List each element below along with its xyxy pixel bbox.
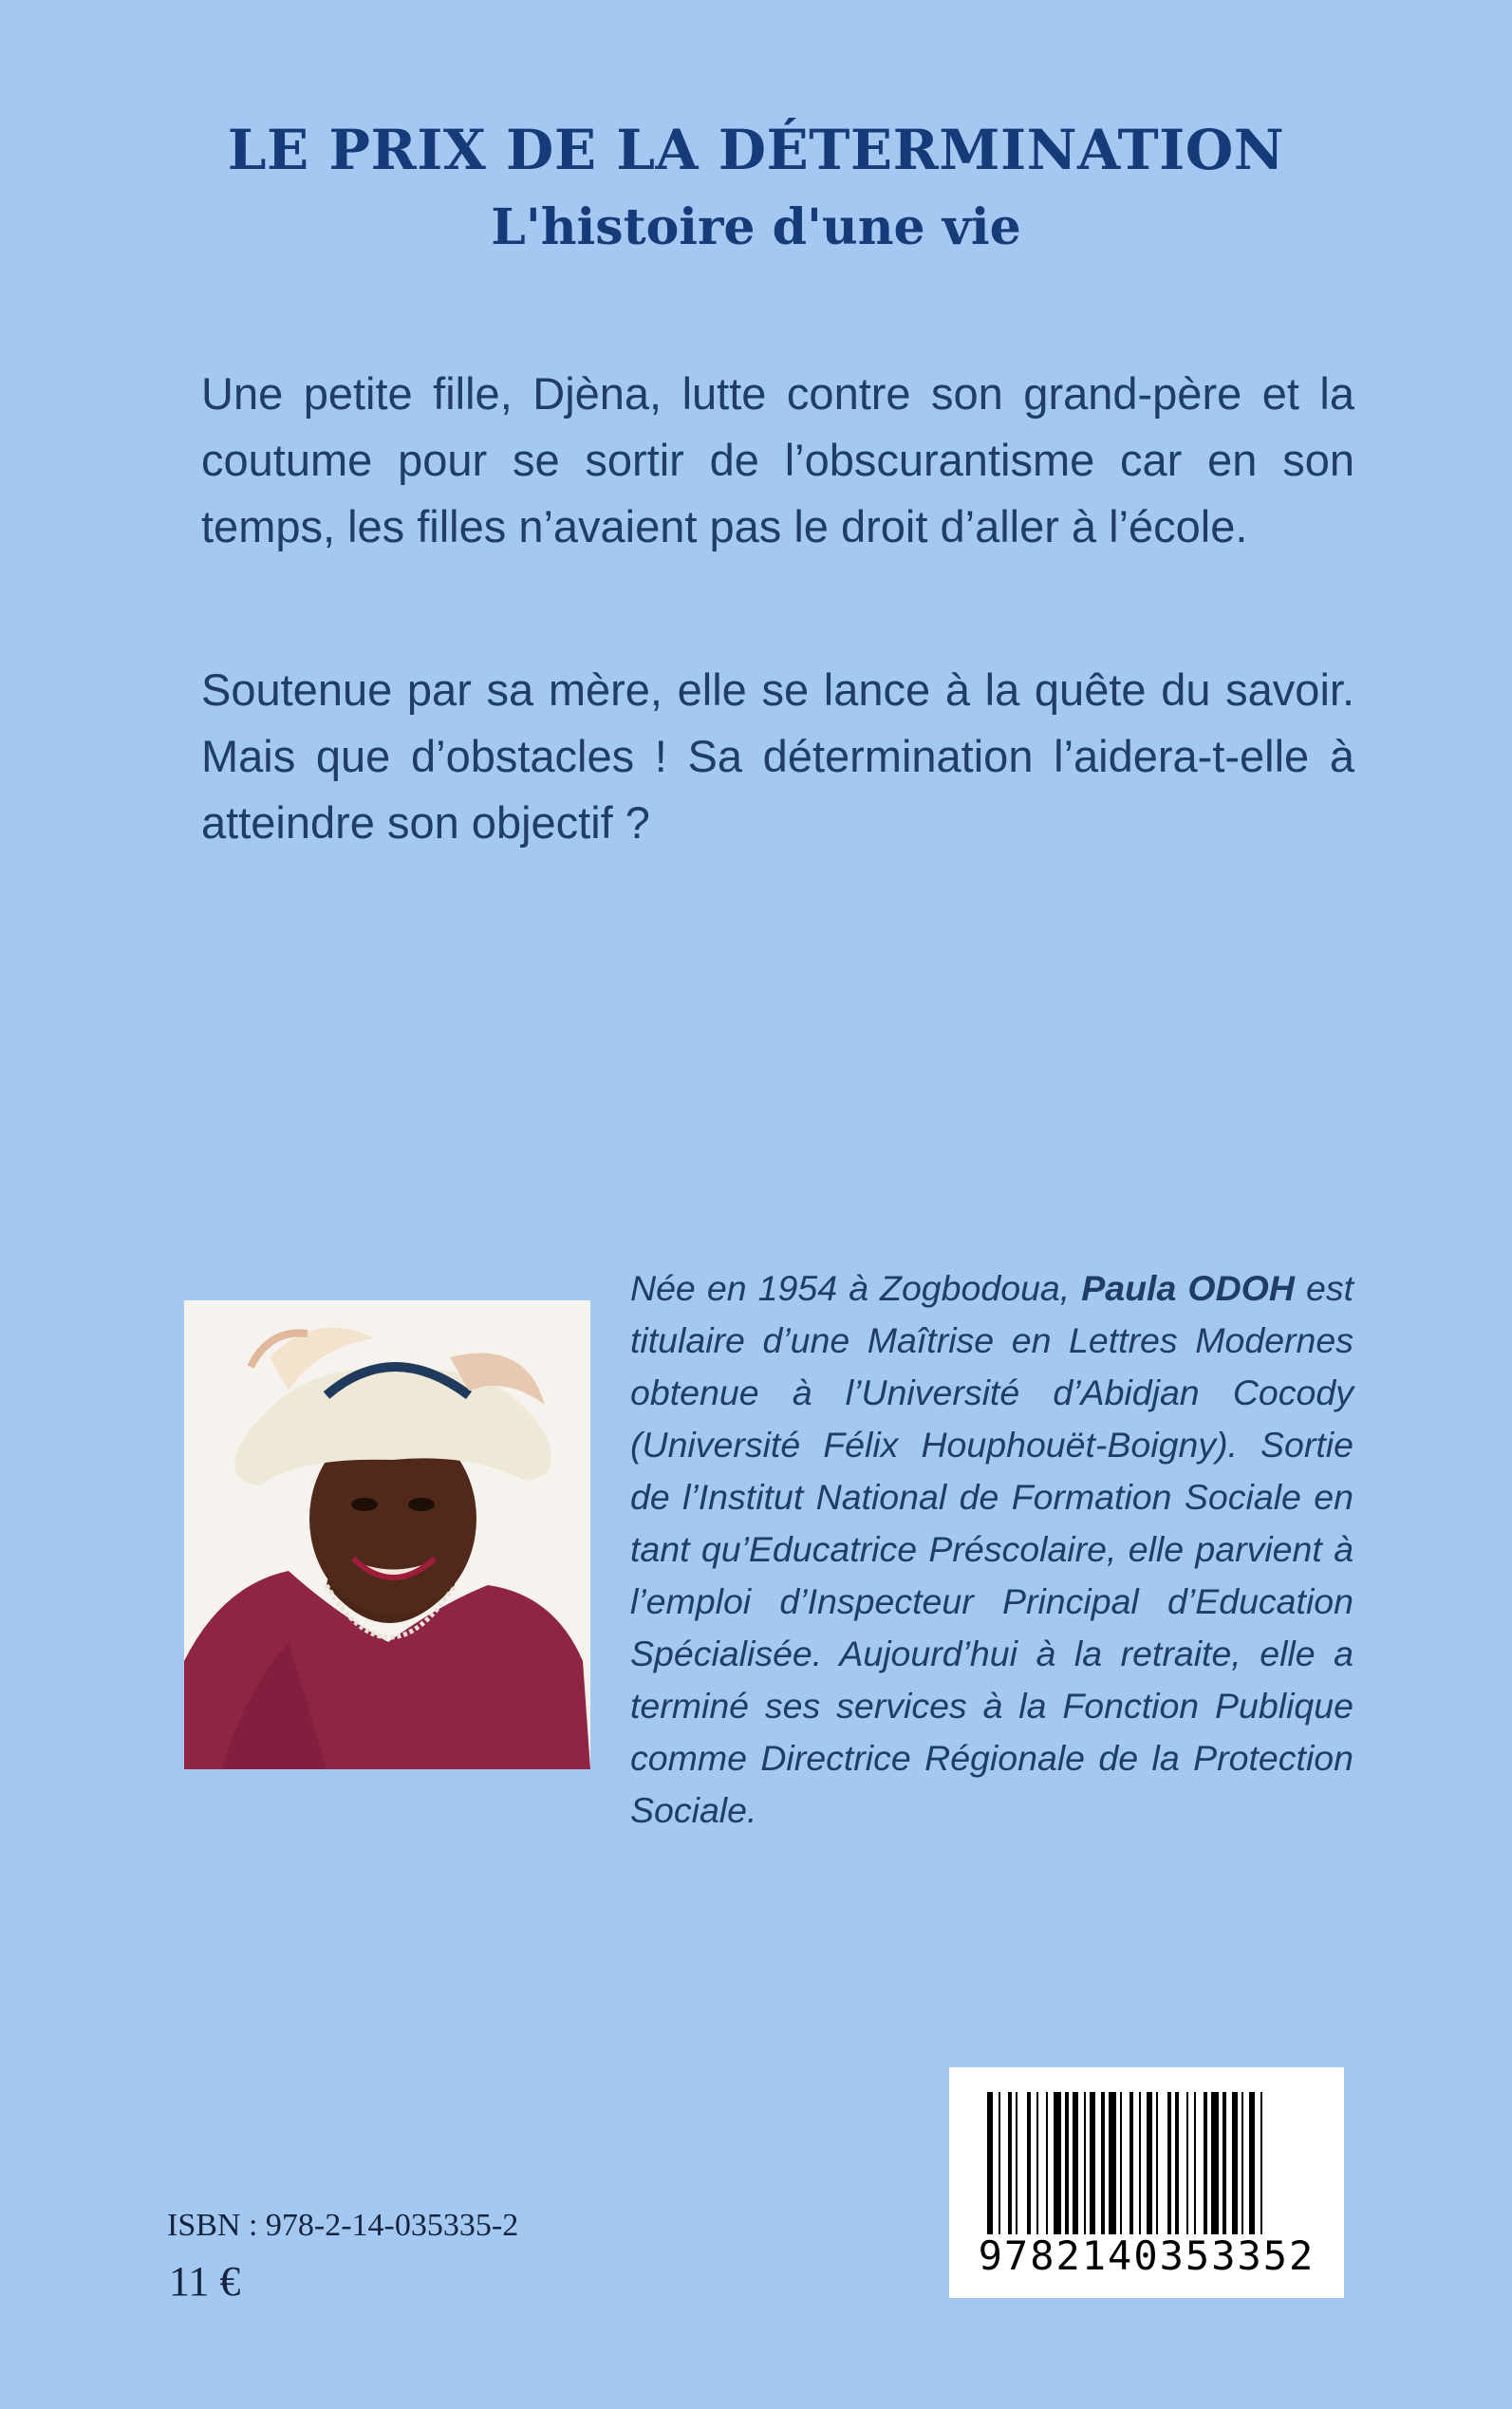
barcode-bar <box>1084 2092 1086 2234</box>
barcode-bar <box>1232 2092 1238 2234</box>
blurb-paragraph-1: Une petite fille, Djèna, lutte contre son grand-père et la coutume pour se sortir de l’obscurantisme car en son temps, les filles n’avaient pas le droit d’aller à l’école. <box>201 368 1354 551</box>
barcode-bar <box>999 2092 1000 2234</box>
barcode-bar <box>1223 2092 1226 2234</box>
author-name: Paula ODOH <box>1081 1268 1295 1308</box>
barcode-bar <box>1139 2092 1141 2234</box>
barcode-bar <box>1027 2092 1031 2234</box>
barcode-bar <box>1156 2092 1158 2234</box>
barcode-bar <box>1186 2092 1188 2234</box>
barcode-bar <box>1036 2092 1038 2234</box>
author-portrait-icon <box>184 1300 590 1769</box>
barcode-number: 9782140353352 <box>978 2232 1316 2279</box>
barcode-bar <box>1120 2092 1122 2234</box>
barcode-bar <box>1204 2092 1207 2234</box>
barcode-bar <box>1101 2092 1105 2234</box>
barcode-bar <box>1008 2092 1012 2234</box>
price: 11 € <box>169 2258 241 2305</box>
barcode-bar <box>1147 2092 1152 2234</box>
barcode-bar <box>1249 2092 1255 2234</box>
barcode-bar <box>1073 2092 1078 2234</box>
author-bio <box>630 1262 1353 1837</box>
barcode-bar <box>1167 2092 1171 2234</box>
barcode-bar <box>987 2092 993 2234</box>
barcode-bar <box>1129 2092 1133 2234</box>
author-photo <box>184 1300 590 1769</box>
barcode-icon <box>949 2067 1344 2238</box>
barcode-bar <box>1109 2092 1116 2234</box>
barcode-bar <box>1065 2092 1069 2234</box>
book-subtitle: L'histoire d'une vie <box>491 198 1021 256</box>
bio-rest: est titulaire d’une Maîtrise en Lettres Modernes obtenue à l’Université d’Abidjan Cocody (Université Félix Houphouët-Boigny). Sortie de l’Institut National de Formation Sociale en tant qu’Educatrice Préscolaire, elle parvient à l’emploi d’Inspecteur Principal d’Education Spécialisée. Aujourd’hui à la retraite, elle a terminé ses services à la Fonction Publique comme Directrice Régionale de la Protection Sociale. <box>630 1268 1353 1830</box>
barcode-bar <box>1211 2092 1219 2234</box>
barcode-bar <box>1046 2092 1048 2234</box>
bio-intro: Née en 1954 à Zogbodoua, <box>630 1268 1082 1308</box>
barcode-bar <box>1054 2092 1061 2234</box>
barcode-bar <box>1175 2092 1179 2234</box>
barcode-bar <box>1241 2092 1243 2234</box>
barcode-bar <box>1260 2092 1262 2234</box>
barcode-bar <box>1090 2092 1095 2234</box>
isbn: ISBN : 978-2-14-035335-2 <box>167 2208 519 2243</box>
blurb-paragraph-2: Soutenue par sa mère, elle se lance à la quête du savoir. Mais que d’obstacles ! Sa détermination l’aidera-t-elle à atteindre son objectif ? <box>201 664 1354 848</box>
barcode-bar <box>1016 2092 1017 2234</box>
book-title: LE PRIX DE LA DÉTERMINATION <box>227 118 1285 182</box>
barcode-bar <box>1194 2092 1196 2234</box>
barcode <box>949 2067 1344 2298</box>
